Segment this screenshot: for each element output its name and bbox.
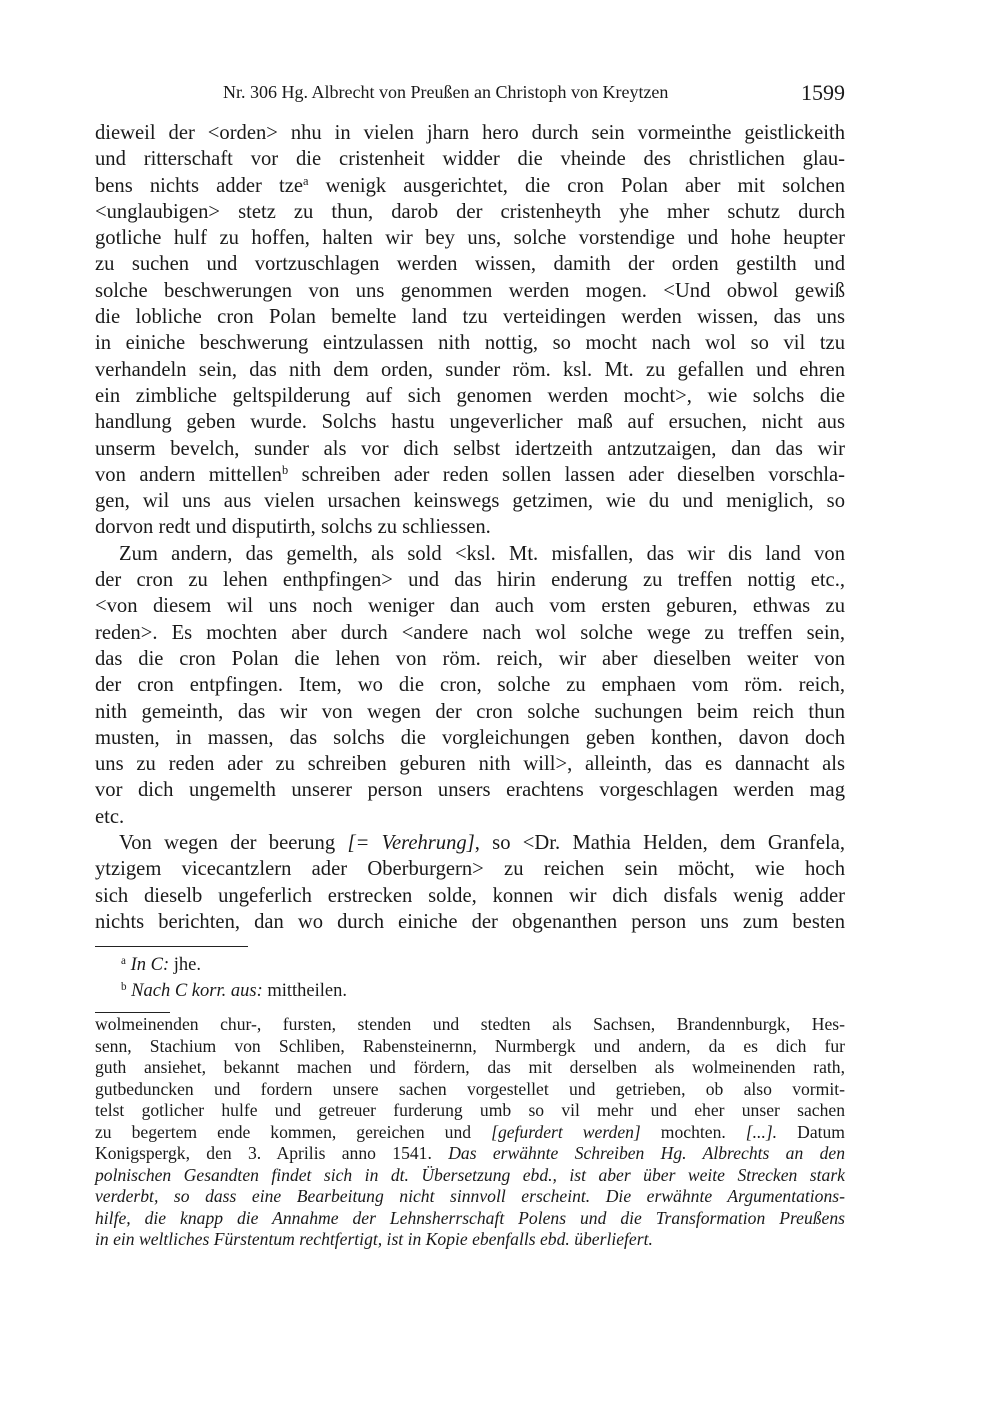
- text-line: [95, 514, 845, 540]
- text-line: [95, 1208, 845, 1230]
- text-segment: gutbeduncken und fordern unsere sachen vorgestellet und getrieben, ob also vormit-: [95, 1078, 845, 1099]
- text-segment: das die cron Polan die lehen von röm. reich, wir aber dieselben weiter von: [95, 647, 845, 670]
- text-line: [95, 1057, 845, 1079]
- notes-divider: [95, 1012, 170, 1013]
- text-line: [95, 120, 845, 146]
- page-number: 1599: [801, 80, 845, 105]
- italic-text: [...].: [745, 1121, 778, 1142]
- text-line: [95, 1186, 845, 1208]
- text-segment: telst gotlicher hulfe und getreuer furderung umb so vil mehr und eher unser sachen: [95, 1100, 845, 1120]
- text-line: [95, 173, 845, 199]
- text-line: [95, 146, 845, 172]
- text-segment: ein zimbliche geltspilderung auf sich genomen werden mocht>, wie solchs die: [95, 384, 845, 407]
- italic-text: verderbt, so dass eine Bearbeitung nicht sinnvoll erscheint. Die erwähnte Argumentations-: [95, 1186, 845, 1206]
- text-segment: vor dich ungemelth unserer person unsers erachtens vorgeschlagen werden mag: [95, 779, 845, 802]
- italic-text: Das erwähnte Schreiben Hg. Albrechts an den: [448, 1143, 845, 1163]
- footnote-text: mittheilen.: [262, 981, 347, 1001]
- text-segment: unserm bevelch, sunder als vor dich selbst idertzeith antzutzaigen, dan das wir: [95, 437, 845, 460]
- text-segment: solche beschwerungen von uns genommen werden mogen. <Und obwol gewiß: [95, 279, 845, 302]
- footnote-divider: [95, 946, 248, 947]
- footnote-mark: b: [121, 980, 127, 993]
- text-segment: bens nichts adder tze: [95, 174, 303, 197]
- text-segment: dorvon redt und disputirth, solchs zu schliessen.: [95, 516, 491, 539]
- text-segment: Datum: [777, 1121, 845, 1142]
- text-line: [95, 646, 845, 672]
- text-segment: nith gemeinth, das wir von wegen der cron solche suchungen beim reich thun: [95, 700, 845, 723]
- italic-text: [= Verehrung]: [347, 832, 475, 855]
- italic-text: polnischen Gesandten findet sich in dt. Übersetzung ebd., ist aber über weite Strecken stark: [95, 1164, 845, 1185]
- text-segment: sich dieselb ungeferlich erstrecken solde, konnen wir dich disfals wenig adder: [95, 884, 845, 907]
- footnote-text: jhe.: [169, 955, 201, 975]
- text-line: [95, 383, 845, 409]
- text-segment: etc.: [95, 805, 125, 828]
- text-line: [95, 251, 845, 277]
- text-line: [95, 541, 845, 567]
- text-line: [95, 278, 845, 304]
- footnote-label: Nach C korr. aus:: [131, 981, 263, 1001]
- text-segment: gotliche hulf zu hoffen, halten wir bey uns, solche vorstendige und hohe heupter: [95, 227, 845, 250]
- italic-text: [gefurdert werden]: [491, 1121, 641, 1142]
- text-line: [95, 830, 845, 856]
- text-line: [95, 699, 845, 725]
- text-line: [95, 883, 845, 909]
- footnote-a: [95, 952, 845, 978]
- text-line: [95, 225, 845, 251]
- text-line: [95, 672, 845, 698]
- text-line: [95, 409, 845, 435]
- text-segment: die lobliche cron Polan bemelte land tzu verteidingen werden wissen, das uns: [95, 306, 845, 329]
- text-segment: schreiben ader reden sollen lassen ader dieselben vorschla-: [288, 463, 845, 486]
- text-line: [95, 777, 845, 803]
- main-text: [95, 120, 845, 935]
- text-line: [95, 304, 845, 330]
- text-line: [95, 856, 845, 882]
- text-segment: dieweil der <orden> nhu in vielen jharn hero durch sein vormeinthe geistlickeith: [95, 122, 845, 144]
- text-line: [95, 1143, 845, 1165]
- text-line: [95, 909, 845, 935]
- text-segment: senn, Stachium von Schliben, Rabensteinernn, Nurmbergk und andern, da es dich fur: [95, 1035, 845, 1056]
- text-line: [95, 751, 845, 777]
- text-line: [95, 804, 845, 830]
- footnote-reference: a: [302, 173, 309, 188]
- text-segment: musten, in massen, das solchs die vorgleichungen geben konthen, davon doch: [95, 726, 845, 749]
- footnote-reference: b: [281, 463, 289, 478]
- text-segment: <unglaubigen> stetz zu thun, darob der cristenheyth yhe mher schutz durch: [95, 200, 845, 223]
- text-segment: von andern mittellen: [95, 463, 282, 486]
- text-segment: zu begertem ende kommen, gereichen und: [95, 1121, 492, 1142]
- text-line: [95, 199, 845, 225]
- text-segment: wolmeinenden chur-, fursten, stenden und stedten als Sachsen, Brandennburgk, Hes-: [95, 1014, 845, 1034]
- text-segment: <von diesem wil uns noch weniger dan auch vom ersten geburen, ethwas zu: [95, 595, 845, 618]
- text-line: [95, 330, 845, 356]
- footnotes: [95, 952, 845, 1004]
- text-segment: der cron zu lehen enthpfingen> und das hirin enderung zu treffen nottig etc.,: [95, 569, 845, 592]
- text-line: [95, 1036, 845, 1058]
- text-line: [95, 1014, 845, 1036]
- text-line: [95, 1100, 845, 1122]
- running-header: [95, 80, 845, 106]
- text-line: [95, 488, 845, 514]
- continued-notes: [95, 1014, 845, 1251]
- text-line: [95, 357, 845, 383]
- italic-text: in ein weltliches Fürstentum rechtfertigt, ist in Kopie ebenfalls ebd. überliefert.: [95, 1229, 653, 1249]
- text-segment: verhandeln sein, das nith dem orden, sunder röm. ksl. Mt. zu gefallen und ehren: [95, 358, 845, 381]
- text-segment: handlung geben wurde. Solchs hastu ungeverlicher maß auf ersuchen, nicht aus: [95, 411, 845, 434]
- text-segment: in einiche beschwerung eintzulassen nith nottig, so mocht nach wol so vil tzu: [95, 332, 845, 355]
- text-segment: zu suchen und vortzuschlagen werden wissen, damith der orden gestilth und: [95, 253, 845, 276]
- text-line: [95, 1165, 845, 1187]
- text-segment: Zum andern, das gemelth, als sold <ksl. Mt. misfallen, das wir dis land von: [119, 542, 845, 565]
- footnote-b: [95, 978, 845, 1004]
- text-line: [95, 1229, 845, 1251]
- text-segment: gen, wil uns aus vielen ursachen keinswegs getzimen, wie du und meniglich, so: [95, 490, 845, 513]
- text-segment: und ritterschaft vor die cristenheit widder die vheinde des christlichen glau-: [95, 148, 845, 171]
- text-line: [95, 620, 845, 646]
- text-segment: mochten.: [640, 1121, 746, 1142]
- text-line: [95, 567, 845, 593]
- text-line: [95, 1122, 845, 1144]
- text-segment: ytzigem vicecantzlern ader Oberburgern> zu reichen sein möcht, wie hoch: [95, 858, 845, 881]
- text-segment: der cron entpfingen. Item, wo die cron, solche zu emphaen vom röm. reich,: [95, 674, 845, 697]
- footnote-label: In C:: [130, 955, 170, 975]
- italic-text: hilfe, die knapp die Annahme der Lehnsherrschaft Polens und die Transformation Preußens: [95, 1207, 845, 1228]
- text-line: [95, 725, 845, 751]
- text-segment: Von wegen der beerung: [119, 832, 348, 855]
- text-line: [95, 593, 845, 619]
- text-segment: Konigspergk, den 3. Aprilis anno 1541.: [95, 1143, 449, 1163]
- text-segment: uns zu reden ader zu schreiben geburen nith will>, alleinth, das es dannacht als: [95, 753, 845, 776]
- text-segment: reden>. Es mochten aber durch <andere nach wol solche wege zu treffen sein,: [95, 621, 845, 644]
- text-segment: guth ansiehet, bekannt machen und fördern, das mit derselben als wolmeinenden rath,: [95, 1057, 845, 1077]
- text-segment: wenigk ausgerichtet, die cron Polan aber mit solchen: [308, 174, 846, 197]
- text-line: [95, 436, 845, 462]
- text-segment: nichts berichten, dan wo durch einiche der obgenanthen person uns zum besten: [95, 910, 845, 933]
- footnote-mark: a: [121, 954, 126, 967]
- text-line: [95, 1079, 845, 1101]
- text-line: [95, 462, 845, 488]
- text-segment: , so <Dr. Mathia Helden, dem Granfela,: [474, 832, 845, 855]
- running-title: Nr. 306 Hg. Albrecht von Preußen an Christoph von Kreytzen: [223, 82, 669, 102]
